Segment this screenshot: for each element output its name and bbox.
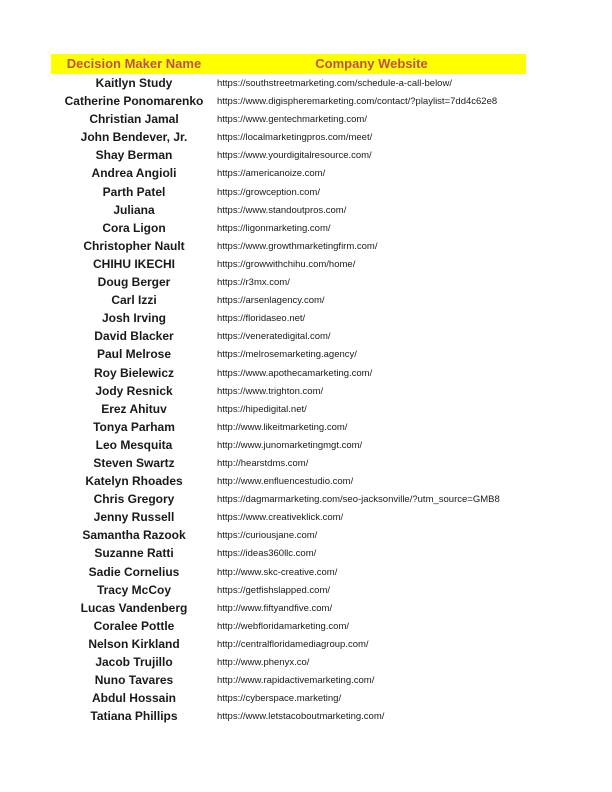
company-website-link[interactable]: http://www.junomarketingmgt.com/	[217, 439, 363, 451]
table-row	[0, 436, 612, 454]
company-website-link[interactable]: http://www.rapidactivemarketing.com/	[217, 675, 375, 687]
decision-maker-name: Katelyn Rhoades	[85, 474, 183, 489]
table-row	[0, 273, 612, 291]
company-website-link[interactable]: https://www.yourdigitalresource.com/	[217, 150, 372, 162]
table-row	[0, 92, 612, 110]
decision-maker-name: Sadie Cornelius	[88, 564, 180, 579]
table-row	[0, 581, 612, 599]
company-website-link[interactable]: https://www.letstacoboutmarketing.com/	[217, 711, 385, 723]
decision-maker-name: Carl Izzi	[111, 293, 157, 308]
table-row	[0, 110, 612, 128]
table-row	[0, 183, 612, 201]
table-row	[0, 219, 612, 237]
company-website-link[interactable]: http://www.enfluencestudio.com/	[217, 476, 354, 488]
decision-maker-name: John Bendever, Jr.	[80, 130, 188, 145]
decision-maker-name: Jody Resnick	[95, 383, 173, 398]
decision-maker-name: Andrea Angioli	[91, 166, 177, 181]
table-row	[0, 345, 612, 363]
company-website-link[interactable]: http://www.likeitmarketing.com/	[217, 421, 348, 433]
decision-maker-name: Nelson Kirkland	[88, 636, 180, 651]
table-row	[0, 364, 612, 382]
table-row	[0, 599, 612, 617]
table-row	[0, 164, 612, 182]
table-row	[0, 201, 612, 219]
company-website-link[interactable]: https://veneratedigital.com/	[217, 331, 331, 343]
decision-maker-name: Tonya Parham	[93, 419, 175, 434]
decision-maker-name: Catherine Ponomarenko	[64, 94, 204, 109]
table-row	[0, 382, 612, 400]
decision-maker-name: Nuno Tavares	[94, 673, 174, 688]
decision-maker-name: Tatiana Phillips	[90, 709, 178, 724]
table-row	[0, 309, 612, 327]
company-website-link[interactable]: https://ideas360llc.com/	[217, 548, 317, 560]
company-website-link[interactable]: http://www.fiftyandfive.com/	[217, 602, 333, 614]
company-website-link[interactable]: https://southstreetmarketing.com/schedule-a-call-below/	[217, 78, 452, 89]
company-website-link[interactable]: https://www.gentechmarketing.com/	[217, 114, 367, 126]
table-row	[0, 454, 612, 472]
table-row	[0, 472, 612, 490]
company-website-link[interactable]: https://ligonmarketing.com/	[217, 222, 331, 234]
table-row	[0, 544, 612, 562]
table-row	[0, 237, 612, 255]
decision-maker-name: Christopher Nault	[83, 238, 185, 253]
company-website-link[interactable]: https://www.standoutpros.com/	[217, 204, 347, 216]
company-website-link[interactable]: http://centralfloridamediagroup.com/	[217, 638, 369, 650]
decision-maker-name: Jacob Trujillo	[95, 655, 173, 669]
company-website-link[interactable]: http://webfloridamarketing.com/	[217, 620, 350, 632]
company-website-link[interactable]: http://www.phenyx.co/	[217, 657, 310, 668]
table-row	[0, 490, 612, 508]
company-website-link[interactable]: https://arsenlagency.com/	[217, 295, 325, 307]
table-row	[0, 128, 612, 146]
table-row	[0, 146, 612, 164]
table-row	[0, 707, 612, 725]
company-website-link[interactable]: https://americanoize.com/	[217, 168, 326, 180]
decision-maker-name: Jenny Russell	[93, 510, 175, 525]
company-website-link[interactable]: https://localmarketingpros.com/meet/	[217, 132, 373, 144]
column-header-name: Decision Maker Name	[66, 56, 202, 71]
table-row	[0, 563, 612, 581]
company-website-link[interactable]: https://cyberspace.marketing/	[217, 693, 342, 705]
decision-maker-name: Shay Berman	[95, 148, 173, 163]
decision-maker-name: Coralee Pottle	[93, 618, 175, 633]
table-row	[0, 653, 612, 671]
decision-maker-name: Chris Gregory	[93, 492, 175, 507]
company-website-link[interactable]: https://www.apothecamarketing.com/	[217, 367, 373, 379]
table-row	[0, 255, 612, 273]
decision-maker-name: Kaitlyn Study	[95, 76, 173, 90]
table-row	[0, 617, 612, 635]
decision-maker-name: Tracy McCoy	[96, 582, 172, 597]
table-row	[0, 671, 612, 689]
decision-maker-name: Doug Berger	[97, 275, 171, 290]
company-website-link[interactable]: https://www.growthmarketingfirm.com/	[217, 240, 378, 252]
decision-maker-name: David Blacker	[94, 329, 174, 344]
company-website-link[interactable]: https://dagmarmarketing.com/seo-jacksonville/?utm_source=GMB8	[217, 494, 500, 506]
table-row	[0, 74, 612, 92]
decision-maker-name: CHIHU IKECHI	[92, 256, 175, 271]
table-row	[0, 635, 612, 653]
company-website-link[interactable]: https://www.digispheremarketing.com/contact/?playlist=7dd4c62e8	[217, 96, 498, 108]
table-row	[0, 418, 612, 436]
decision-maker-name: Roy Bielewicz	[93, 365, 175, 380]
decision-maker-name: Steven Swartz	[93, 455, 175, 470]
decision-maker-name: Cora Ligon	[102, 220, 166, 235]
decision-maker-name: Parth Patel	[102, 184, 166, 199]
decision-maker-name: Christian Jamal	[89, 112, 179, 127]
table-row	[0, 327, 612, 345]
company-website-link[interactable]: https://growception.com/	[217, 186, 320, 198]
table-row	[0, 526, 612, 544]
decision-maker-name: Juliana	[113, 202, 155, 217]
company-website-link[interactable]: https://getfishslapped.com/	[217, 584, 331, 596]
company-website-link[interactable]: https://curiousjane.com/	[217, 530, 318, 542]
decision-maker-name: Josh Irving	[101, 311, 166, 326]
company-website-link[interactable]: https://growwithchihu.com/home/	[217, 258, 356, 270]
company-website-link[interactable]: https://r3mx.com/	[217, 277, 290, 289]
company-website-link[interactable]: https://floridaseo.net/	[217, 313, 306, 325]
table-row	[0, 400, 612, 418]
decision-maker-name: Lucas Vandenberg	[80, 600, 188, 615]
contact-table	[0, 74, 612, 725]
table-row	[0, 508, 612, 526]
table-row	[0, 689, 612, 707]
table-row	[0, 291, 612, 309]
company-website-link[interactable]: http://hearstdms.com/	[217, 457, 309, 469]
decision-maker-name: Abdul Hossain	[91, 691, 176, 706]
column-header-website: Company Website	[315, 56, 428, 71]
company-website-link[interactable]: http://www.skc-creative.com/	[217, 566, 338, 578]
decision-maker-name: Paul Melrose	[96, 347, 172, 362]
company-website-link[interactable]: https://www.creativeklick.com/	[217, 512, 344, 524]
decision-maker-name: Erez Ahituv	[101, 401, 167, 416]
company-website-link[interactable]: https://hipedigital.net/	[217, 403, 307, 415]
decision-maker-name: Leo Mesquita	[95, 437, 173, 452]
decision-maker-name: Suzanne Ratti	[94, 546, 174, 561]
company-website-link[interactable]: https://melrosemarketing.agency/	[217, 349, 357, 361]
company-website-link[interactable]: https://www.trighton.com/	[217, 385, 324, 397]
decision-maker-name: Samantha Razook	[82, 528, 186, 543]
